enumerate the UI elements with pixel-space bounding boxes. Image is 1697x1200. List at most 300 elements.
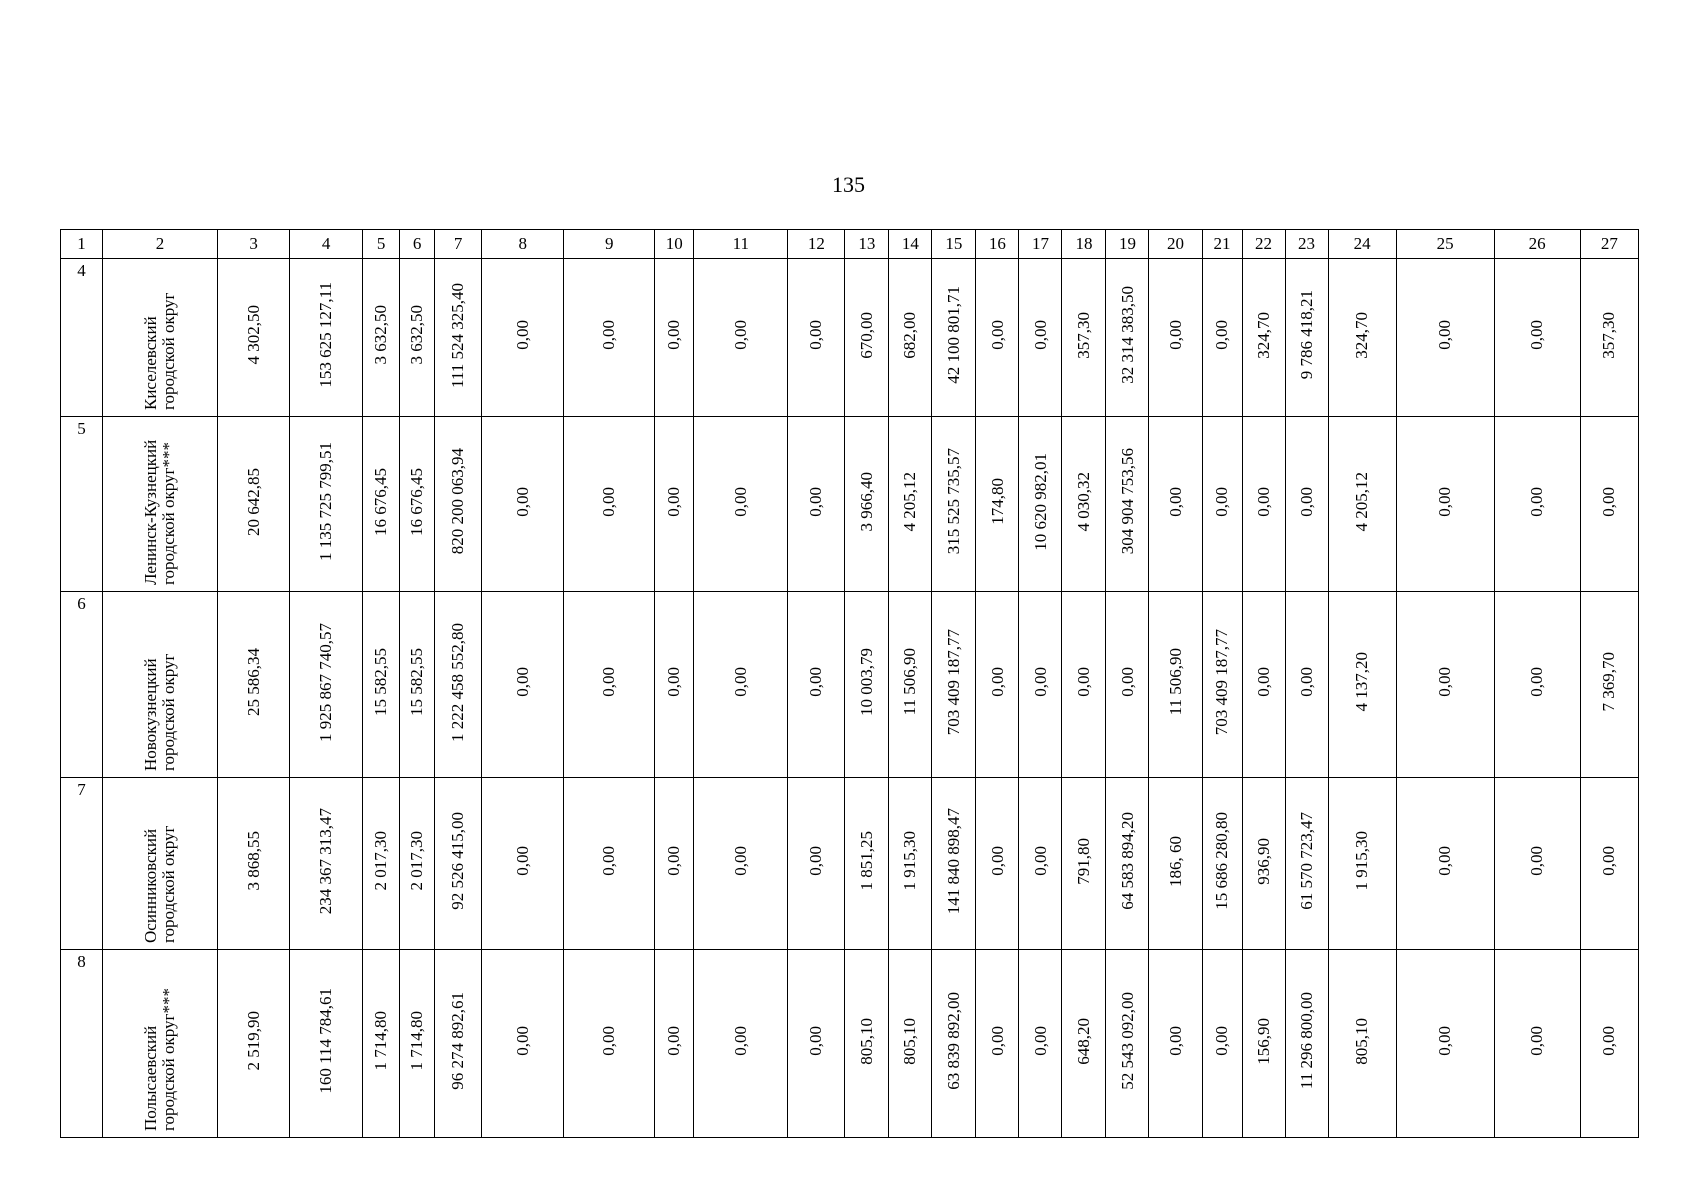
cell-value: 791,80	[1074, 837, 1094, 885]
value-cell	[976, 778, 1019, 950]
cell-value: 2 017,30	[371, 831, 391, 891]
cell-value: 4 205,12	[900, 471, 920, 532]
municipality-name-cell	[103, 417, 218, 592]
value-cell	[1328, 592, 1396, 778]
value-cell	[1285, 592, 1328, 778]
cell-value: 10 620 982,01	[1030, 452, 1050, 551]
value-cell	[1328, 950, 1396, 1138]
row-number: 6	[61, 592, 103, 778]
cell-value: 0,00	[512, 1026, 532, 1056]
cell-value: 0,00	[806, 846, 826, 876]
cell-value: 16 676,45	[371, 467, 391, 536]
value-cell	[932, 259, 976, 417]
cell-value: 0,00	[1435, 667, 1455, 697]
cell-value: 0,00	[1599, 1026, 1619, 1056]
cell-value: 0,00	[1253, 667, 1273, 697]
cell-value: 0,00	[1296, 667, 1316, 697]
value-cell	[1019, 778, 1062, 950]
cell-value: 0,00	[1599, 486, 1619, 517]
value-cell	[1580, 259, 1638, 417]
cell-value: 11 296 800,00	[1296, 992, 1316, 1090]
cell-value: 2 519,90	[243, 1011, 263, 1071]
cell-value: 0,00	[987, 667, 1007, 697]
cell-value: 0,00	[1527, 1026, 1547, 1056]
value-cell	[1106, 259, 1149, 417]
value-cell	[1285, 417, 1328, 592]
row-number: 7	[61, 778, 103, 950]
cell-value: 357,30	[1599, 311, 1619, 359]
value-cell	[1242, 778, 1285, 950]
value-cell	[932, 417, 976, 592]
column-header: 18	[1062, 230, 1106, 259]
column-header: 6	[400, 230, 435, 259]
value-cell	[889, 778, 932, 950]
value-cell	[1106, 592, 1149, 778]
cell-value: 1 851,25	[856, 831, 876, 891]
value-cell	[435, 950, 482, 1138]
value-cell	[976, 417, 1019, 592]
value-cell	[932, 778, 976, 950]
value-cell	[1019, 417, 1062, 592]
table-row	[61, 778, 1639, 950]
value-cell	[564, 259, 655, 417]
value-cell	[1242, 950, 1285, 1138]
value-cell	[218, 417, 290, 592]
cell-value: 1 925 867 740,57	[316, 622, 336, 742]
value-cell	[694, 778, 788, 950]
cell-value: 2 017,30	[407, 831, 427, 891]
column-header: 13	[845, 230, 889, 259]
cell-value: 0,00	[1165, 486, 1185, 517]
value-cell	[363, 778, 400, 950]
cell-value: 0,00	[1527, 486, 1547, 517]
cell-value: 357,30	[1074, 311, 1094, 359]
cell-value: 324,70	[1253, 311, 1273, 359]
value-cell	[1580, 950, 1638, 1138]
cell-value: 0,00	[1030, 667, 1050, 697]
cell-value: 0,00	[806, 486, 826, 517]
cell-value: 0,00	[512, 846, 532, 876]
value-cell	[1149, 592, 1202, 778]
cell-value: 3 966,40	[856, 471, 876, 532]
cell-value: 0,00	[599, 667, 619, 697]
data-table	[60, 229, 1639, 1138]
value-cell	[788, 259, 845, 417]
value-cell	[1106, 950, 1149, 1138]
cell-value: 0,00	[987, 846, 1007, 876]
cell-value: 0,00	[664, 1026, 684, 1056]
value-cell	[482, 259, 564, 417]
cell-value: 7 369,70	[1599, 652, 1619, 712]
column-header: 26	[1494, 230, 1580, 259]
cell-value: 0,00	[1165, 320, 1185, 350]
cell-value: 20 642,85	[243, 467, 263, 536]
value-cell	[694, 950, 788, 1138]
value-cell	[976, 592, 1019, 778]
value-cell	[400, 417, 435, 592]
header-row	[61, 230, 1639, 259]
value-cell	[1494, 778, 1580, 950]
value-cell	[1019, 592, 1062, 778]
value-cell	[435, 592, 482, 778]
cell-value: 0,00	[730, 486, 750, 517]
value-cell	[889, 592, 932, 778]
value-cell	[1019, 950, 1062, 1138]
cell-value: 648,20	[1074, 1017, 1094, 1065]
cell-value: 0,00	[1030, 320, 1050, 350]
cell-value: 0,00	[1030, 1026, 1050, 1056]
column-header: 14	[889, 230, 932, 259]
column-header: 24	[1328, 230, 1396, 259]
cell-value: 315 525 735,57	[943, 448, 963, 555]
cell-value: 670,00	[856, 311, 876, 359]
value-cell	[1062, 592, 1106, 778]
cell-value: 1 222 458 552,80	[448, 622, 468, 742]
cell-value: 1 135 725 799,51	[316, 442, 336, 561]
cell-value: 0,00	[1165, 1026, 1185, 1056]
value-cell	[363, 417, 400, 592]
value-cell	[363, 259, 400, 417]
cell-value: 0,00	[987, 320, 1007, 350]
value-cell	[218, 778, 290, 950]
cell-value: 0,00	[599, 846, 619, 876]
value-cell	[218, 950, 290, 1138]
column-header: 10	[655, 230, 694, 259]
value-cell	[218, 592, 290, 778]
cell-value: 4 137,20	[1352, 652, 1372, 712]
cell-value: 0,00	[1212, 486, 1232, 517]
municipality-name: Новокузнецкий городской округ	[141, 653, 179, 771]
cell-value: 0,00	[664, 320, 684, 350]
cell-value: 0,00	[806, 1026, 826, 1056]
cell-value: 0,00	[664, 846, 684, 876]
municipality-name: Полысаевский городской округ***	[141, 987, 179, 1131]
value-cell	[1202, 950, 1242, 1138]
row-number: 8	[61, 950, 103, 1138]
value-cell	[976, 950, 1019, 1138]
cell-value: 0,00	[1435, 1026, 1455, 1056]
value-cell	[482, 778, 564, 950]
page-number: 135	[832, 172, 865, 197]
value-cell	[1242, 417, 1285, 592]
cell-value: 820 200 063,94	[448, 448, 468, 555]
value-cell	[564, 950, 655, 1138]
cell-value: 0,00	[1527, 320, 1547, 350]
column-header: 7	[435, 230, 482, 259]
cell-value: 1 714,80	[407, 1011, 427, 1071]
value-cell	[694, 592, 788, 778]
column-header: 27	[1580, 230, 1638, 259]
value-cell	[1149, 778, 1202, 950]
value-cell	[976, 259, 1019, 417]
value-cell	[1580, 778, 1638, 950]
cell-value: 11 506,90	[900, 648, 920, 716]
column-header: 20	[1149, 230, 1202, 259]
value-cell	[694, 259, 788, 417]
cell-value: 153 625 127,11	[316, 282, 336, 388]
municipality-name: Ленинск-Кузнецкий городской округ***	[141, 439, 179, 585]
value-cell	[1396, 950, 1494, 1138]
cell-value: 0,00	[512, 667, 532, 697]
cell-value: 186, 60	[1165, 835, 1185, 887]
cell-value: 0,00	[806, 320, 826, 350]
value-cell	[1396, 778, 1494, 950]
column-header: 17	[1019, 230, 1062, 259]
cell-value: 25 586,34	[243, 648, 263, 716]
cell-value: 805,10	[900, 1017, 920, 1065]
municipality-name-cell	[103, 592, 218, 778]
value-cell	[435, 259, 482, 417]
cell-value: 3 632,50	[371, 305, 391, 365]
cell-value: 0,00	[1435, 320, 1455, 350]
value-cell	[932, 950, 976, 1138]
column-header: 9	[564, 230, 655, 259]
value-cell	[1242, 592, 1285, 778]
value-cell	[788, 778, 845, 950]
value-cell	[1494, 259, 1580, 417]
cell-value: 111 524 325,40	[448, 282, 468, 388]
cell-value: 4 030,32	[1074, 471, 1094, 532]
cell-value: 0,00	[1296, 486, 1316, 517]
cell-value: 0,00	[512, 320, 532, 350]
cell-value: 0,00	[664, 486, 684, 517]
value-cell	[889, 259, 932, 417]
value-cell	[1149, 950, 1202, 1138]
column-header: 25	[1396, 230, 1494, 259]
municipality-name-cell	[103, 259, 218, 417]
value-cell	[889, 417, 932, 592]
value-cell	[1106, 417, 1149, 592]
cell-value: 32 314 383,50	[1117, 286, 1137, 384]
value-cell	[845, 592, 889, 778]
cell-value: 10 003,79	[856, 648, 876, 716]
column-header: 19	[1106, 230, 1149, 259]
cell-value: 0,00	[1527, 667, 1547, 697]
column-header: 4	[290, 230, 363, 259]
cell-value: 0,00	[1599, 846, 1619, 876]
cell-value: 0,00	[1527, 846, 1547, 876]
cell-value: 160 114 784,61	[316, 988, 336, 1094]
table-row	[61, 592, 1639, 778]
cell-value: 1 915,30	[900, 831, 920, 891]
value-cell	[1494, 950, 1580, 1138]
value-cell	[400, 592, 435, 778]
cell-value: 0,00	[730, 846, 750, 876]
column-header: 22	[1242, 230, 1285, 259]
value-cell	[788, 417, 845, 592]
cell-value: 0,00	[730, 1026, 750, 1056]
value-cell	[1396, 417, 1494, 592]
value-cell	[1149, 259, 1202, 417]
column-header: 15	[932, 230, 976, 259]
row-number: 5	[61, 417, 103, 592]
value-cell	[218, 259, 290, 417]
cell-value: 0,00	[730, 320, 750, 350]
column-header: 11	[694, 230, 788, 259]
cell-value: 805,10	[856, 1017, 876, 1065]
column-header: 1	[61, 230, 103, 259]
table-row	[61, 417, 1639, 592]
value-cell	[845, 259, 889, 417]
cell-value: 174,80	[987, 478, 1007, 525]
table-row	[61, 950, 1639, 1138]
cell-value: 805,10	[1352, 1017, 1372, 1065]
cell-value: 0,00	[599, 486, 619, 517]
table-row	[61, 259, 1639, 417]
value-cell	[845, 778, 889, 950]
column-header: 12	[788, 230, 845, 259]
value-cell	[932, 592, 976, 778]
value-cell	[482, 592, 564, 778]
value-cell	[655, 417, 694, 592]
value-cell	[290, 592, 363, 778]
value-cell	[1285, 950, 1328, 1138]
cell-value: 0,00	[1212, 320, 1232, 350]
cell-value: 0,00	[1435, 486, 1455, 517]
cell-value: 96 274 892,61	[448, 992, 468, 1090]
cell-value: 324,70	[1352, 311, 1372, 359]
value-cell	[363, 950, 400, 1138]
row-number: 4	[61, 259, 103, 417]
municipality-name: Осинниковский городской округ	[141, 825, 179, 943]
value-cell	[435, 778, 482, 950]
cell-value: 0,00	[1074, 667, 1094, 697]
value-cell	[1019, 259, 1062, 417]
value-cell	[788, 592, 845, 778]
value-cell	[1062, 417, 1106, 592]
cell-value: 0,00	[599, 320, 619, 350]
value-cell	[435, 417, 482, 592]
value-cell	[845, 950, 889, 1138]
value-cell	[290, 417, 363, 592]
value-cell	[1285, 778, 1328, 950]
municipality-name-cell	[103, 778, 218, 950]
value-cell	[1062, 259, 1106, 417]
value-cell	[290, 259, 363, 417]
value-cell	[482, 417, 564, 592]
cell-value: 1 915,30	[1352, 831, 1372, 891]
value-cell	[564, 417, 655, 592]
cell-value: 0,00	[1435, 846, 1455, 876]
cell-value: 15 686 280,80	[1212, 812, 1232, 910]
value-cell	[1202, 592, 1242, 778]
value-cell	[1328, 259, 1396, 417]
cell-value: 3 868,55	[243, 831, 263, 891]
cell-value: 9 786 418,21	[1296, 290, 1316, 380]
cell-value: 0,00	[1117, 667, 1137, 697]
value-cell	[845, 417, 889, 592]
value-cell	[1062, 950, 1106, 1138]
cell-value: 0,00	[730, 667, 750, 697]
value-cell	[788, 950, 845, 1138]
column-header: 21	[1202, 230, 1242, 259]
value-cell	[1202, 417, 1242, 592]
cell-value: 304 904 753,56	[1117, 448, 1137, 555]
value-cell	[889, 950, 932, 1138]
cell-value: 64 583 894,20	[1117, 812, 1137, 910]
cell-value: 0,00	[806, 667, 826, 697]
value-cell	[482, 950, 564, 1138]
column-header: 16	[976, 230, 1019, 259]
value-cell	[655, 592, 694, 778]
cell-value: 16 676,45	[407, 467, 427, 536]
cell-value: 15 582,55	[407, 648, 427, 716]
value-cell	[655, 778, 694, 950]
cell-value: 234 367 313,47	[316, 807, 336, 915]
municipality-name-cell	[103, 950, 218, 1138]
column-header: 2	[103, 230, 218, 259]
cell-value: 703 409 187,77	[943, 628, 963, 736]
value-cell	[1328, 417, 1396, 592]
cell-value: 63 839 892,00	[943, 992, 963, 1090]
value-cell	[400, 778, 435, 950]
cell-value: 3 632,50	[407, 305, 427, 365]
cell-value: 4 205,12	[1352, 471, 1372, 532]
value-cell	[564, 778, 655, 950]
cell-value: 703 409 187,77	[1212, 628, 1232, 736]
value-cell	[1580, 417, 1638, 592]
cell-value: 0,00	[664, 667, 684, 697]
cell-value: 4 302,50	[243, 305, 263, 365]
value-cell	[400, 259, 435, 417]
cell-value: 42 100 801,71	[943, 286, 963, 384]
cell-value: 0,00	[599, 1026, 619, 1056]
value-cell	[694, 417, 788, 592]
value-cell	[655, 950, 694, 1138]
cell-value: 156,90	[1253, 1017, 1273, 1065]
cell-value: 52 543 092,00	[1117, 992, 1137, 1090]
cell-value: 11 506,90	[1165, 648, 1185, 716]
value-cell	[1396, 592, 1494, 778]
value-cell	[1242, 259, 1285, 417]
cell-value: 141 840 898,47	[943, 807, 963, 915]
cell-value: 0,00	[512, 486, 532, 517]
value-cell	[564, 592, 655, 778]
cell-value: 936,90	[1253, 837, 1273, 885]
cell-value: 92 526 415,00	[448, 812, 468, 910]
value-cell	[1202, 259, 1242, 417]
column-header: 5	[363, 230, 400, 259]
cell-value: 1 714,80	[371, 1011, 391, 1071]
value-cell	[363, 592, 400, 778]
value-cell	[1494, 417, 1580, 592]
column-header: 3	[218, 230, 290, 259]
value-cell	[1328, 778, 1396, 950]
value-cell	[1396, 259, 1494, 417]
value-cell	[1106, 778, 1149, 950]
value-cell	[1062, 778, 1106, 950]
cell-value: 61 570 723,47	[1296, 812, 1316, 910]
value-cell	[1580, 592, 1638, 778]
value-cell	[1285, 259, 1328, 417]
value-cell	[290, 778, 363, 950]
value-cell	[655, 259, 694, 417]
value-cell	[290, 950, 363, 1138]
municipality-name: Киселевский городской округ	[141, 292, 179, 410]
cell-value: 0,00	[1030, 846, 1050, 876]
cell-value: 682,00	[900, 311, 920, 359]
column-header: 23	[1285, 230, 1328, 259]
value-cell	[1494, 592, 1580, 778]
column-header: 8	[482, 230, 564, 259]
value-cell	[400, 950, 435, 1138]
cell-value: 0,00	[1253, 486, 1273, 517]
cell-value: 15 582,55	[371, 648, 391, 716]
cell-value: 0,00	[987, 1026, 1007, 1056]
cell-value: 0,00	[1212, 1026, 1232, 1056]
value-cell	[1149, 417, 1202, 592]
value-cell	[1202, 778, 1242, 950]
